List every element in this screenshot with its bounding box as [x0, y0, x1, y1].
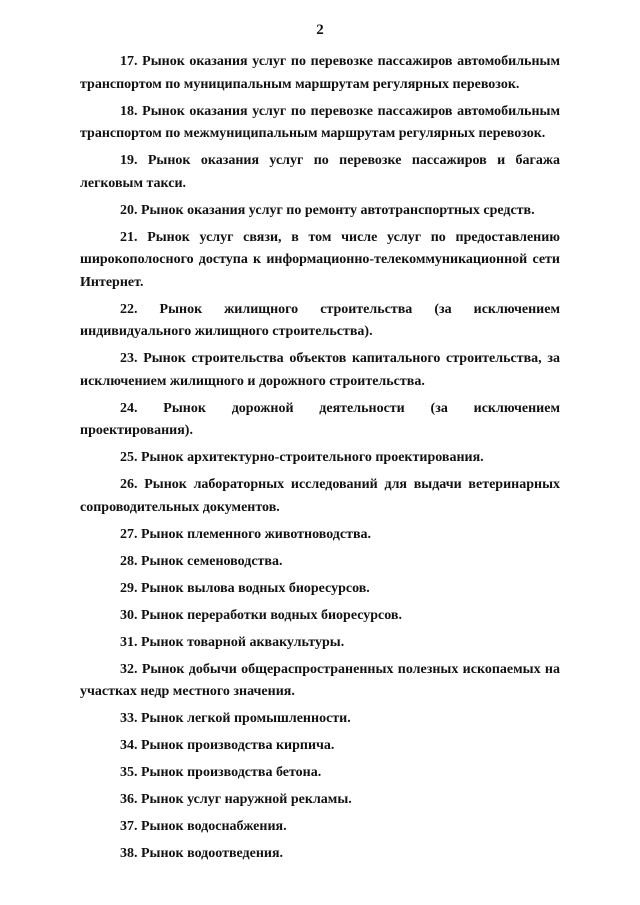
- list-item: 26. Рынок лабораторных исследований для выдачи ветеринарных сопроводительных документов.: [80, 477, 560, 515]
- list-item: 31. Рынок товарной аквакультуры.: [120, 634, 345, 650]
- list-item: 30. Рынок переработки водных биоресурсов.: [120, 607, 402, 623]
- list-item: 34. Рынок производства кирпича.: [120, 738, 335, 753]
- market-list: [80, 51, 560, 870]
- list-item: 17. Рынок оказания услуг по перевозке пассажиров автомобильным транспортом по муниципальным маршрутам регулярных перевозок.: [80, 54, 560, 92]
- page-number: 2: [316, 22, 324, 38]
- list-item: 37. Рынок водоснабжения.: [120, 819, 287, 834]
- list-item: 38. Рынок водоотведения.: [120, 846, 284, 861]
- list-item: 27. Рынок племенного животноводства.: [120, 526, 372, 542]
- list-item: 18. Рынок оказания услуг по перевозке пассажиров автомобильным транспортом по межмуниципальным маршрутам регулярных перевозок.: [80, 103, 560, 141]
- list-item: 35. Рынок производства бетона.: [120, 765, 322, 780]
- list-item: 23. Рынок строительства объектов капитального строительства, за исключением жилищного и дорожного строительства.: [80, 351, 560, 389]
- list-item: 22. Рынок жилищного строительства (за исключением индивидуального жилищного строительства).: [80, 301, 560, 339]
- list-item: 33. Рынок легкой промышленности.: [120, 711, 351, 726]
- list-item: 19. Рынок оказания услуг по перевозке пассажиров и багажа легковым такси.: [80, 153, 560, 191]
- list-item: 36. Рынок услуг наружной рекламы.: [120, 792, 352, 807]
- list-item: 24. Рынок дорожной деятельности (за исключением проектирования).: [80, 400, 560, 438]
- list-item: 20. Рынок оказания услуг по ремонту автотранспортных средств.: [120, 202, 535, 218]
- list-item: 25. Рынок архитектурно-строительного проектирования.: [120, 450, 484, 465]
- list-item: 21. Рынок услуг связи, в том числе услуг по предоставлению широкополосного доступа к информационно-телекоммуникационной сети Интернет.: [80, 229, 560, 290]
- list-item: 32. Рынок добычи общераспространенных полезных ископаемых на участках недр местного значения.: [80, 661, 560, 699]
- list-item: 28. Рынок семеноводства.: [120, 553, 283, 569]
- list-item: 29. Рынок вылова водных биоресурсов.: [120, 580, 370, 596]
